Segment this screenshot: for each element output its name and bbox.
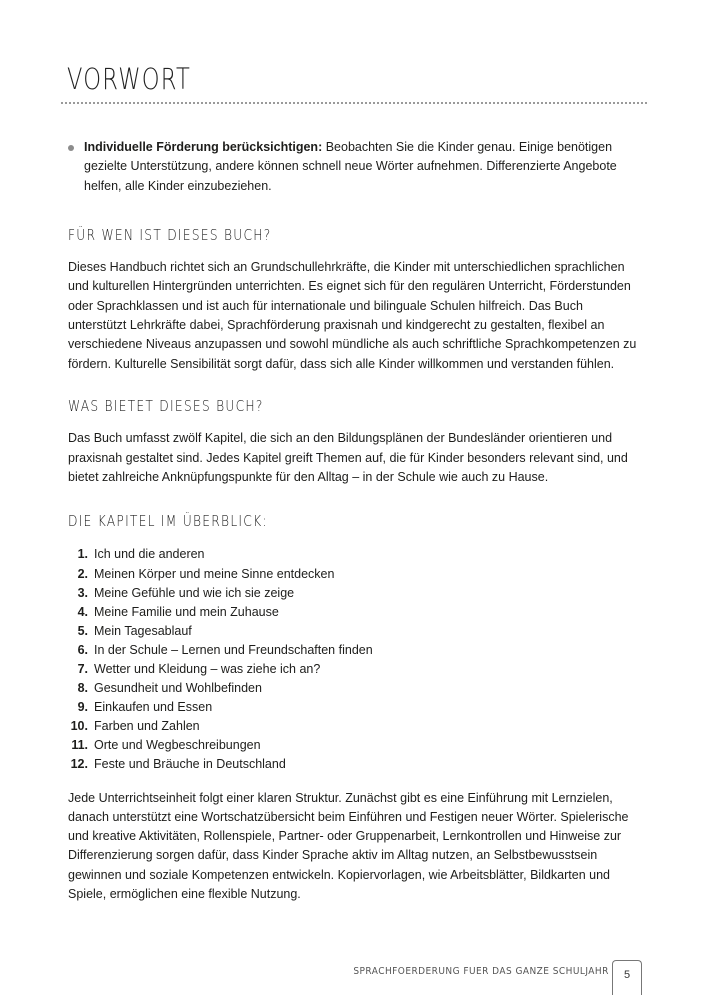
- list-item: 12. Feste und Bräuche in Deutschland: [70, 757, 286, 772]
- list-item: 4. Meine Familie und mein Zuhause: [77, 604, 279, 619]
- list-item: 8. Gesundheit und Wohlbefinden: [77, 681, 262, 696]
- bullet-item: [68, 138, 643, 196]
- list-item: 10. Farben und Zahlen: [70, 719, 200, 734]
- list-item: 5. Mein Tagesablauf: [77, 623, 192, 638]
- list-item: 7. Wetter und Kleidung – was ziehe ich an?: [77, 662, 321, 677]
- page-number: 5: [612, 960, 642, 995]
- title-divider: [61, 102, 647, 104]
- list-item: 1. Ich und die anderen: [77, 547, 205, 562]
- list-item: 3. Meine Gefühle und wie ich sie zeige: [77, 585, 295, 600]
- list-item: 9. Einkaufen und Essen: [77, 700, 213, 715]
- footer-text: SPRACHFOERDERUNG FUER DAS GANZE SCHULJAHR: [353, 966, 609, 977]
- page-title: VORWORT: [67, 62, 191, 96]
- list-item: 6. In der Schule – Lernen und Freundschaften finden: [77, 642, 373, 657]
- chapter-list: [68, 545, 643, 774]
- bullet-dot-icon: [68, 145, 74, 151]
- section-text-what: Das Buch umfasst zwölf Kapitel, die sich an den Bildungsplänen der Bundesländer orientieren und praxisnah gestaltet sind. Jedes Kapitel greift Themen auf, die für Kinder besonders relevant sind, und bietet zahlreiche Anknüpfungspunkte für den Alltag – in der Schule wie auch zu Hause.: [68, 431, 628, 484]
- section-heading-chapters: DIE KAPITEL IM ÜBERBLICK:: [68, 512, 268, 531]
- list-item: 11. Orte und Wegbeschreibungen: [71, 738, 261, 753]
- list-item: 2. Meinen Körper und meine Sinne entdecken: [77, 566, 335, 581]
- bullet-text: Beobachten Sie die Kinder genau. Einige benötigen gezielte Unterstützung, andere können schnell neue Wörter aufnehmen. Differenzierte Angebote helfen, alle Kinder einzubeziehen.: [84, 140, 617, 193]
- bullet-label: Individuelle Förderung berücksichtigen:: [84, 140, 323, 154]
- section-heading-what: WAS BIETET DIESES BUCH?: [68, 396, 264, 415]
- section-text-for-whom: Dieses Handbuch richtet sich an Grundschullehrkräfte, die Kinder mit unterschiedlichen sprachlichen und kulturellen Hintergründen unterrichten. Es eignet sich für den regulären Unterricht, Förderstunden oder Sprachklassen und ist auch für internationale und bilinguale Schulen hilfreich. Das Buch unterstützt Lehrkräfte dabei, Sprachförderung praxisnah und kindgerecht zu gestalten, flexibel an verschiedene Niveaus anzupassen und sowohl mündliche als auch schriftliche Sprachkompetenzen zu fördern. Kulturelle Sensibilität sorgt dafür, dass sich alle Kinder willkommen und verstanden fühlen.: [68, 260, 637, 371]
- section-text-structure: Jede Unterrichtseinheit folgt einer klaren Struktur. Zunächst gibt es eine Einführung mit Lernzielen, danach unterstützt eine Wortschatzübersicht beim Einführen und Festigen neuer Wörter. Spielerische und kreative Aktivitäten, Rollenspiele, Partner- oder Gruppenarbeit, Lernkontrollen und Hinweise zur Differenzierung sorgen dafür, dass Kinder Sprache aktiv im Alltag nutzen, an Selbstbewusstsein gewinnen und soziale Kompetenzen entwickeln. Kopiervorlagen, wie Arbeitsblätter, Bildkarten und Spiele, ermöglichen eine flexible Nutzung.: [68, 790, 629, 902]
- section-heading-for-whom: FÜR WEN IST DIESES BUCH?: [68, 225, 272, 244]
- main-content: [68, 138, 643, 904]
